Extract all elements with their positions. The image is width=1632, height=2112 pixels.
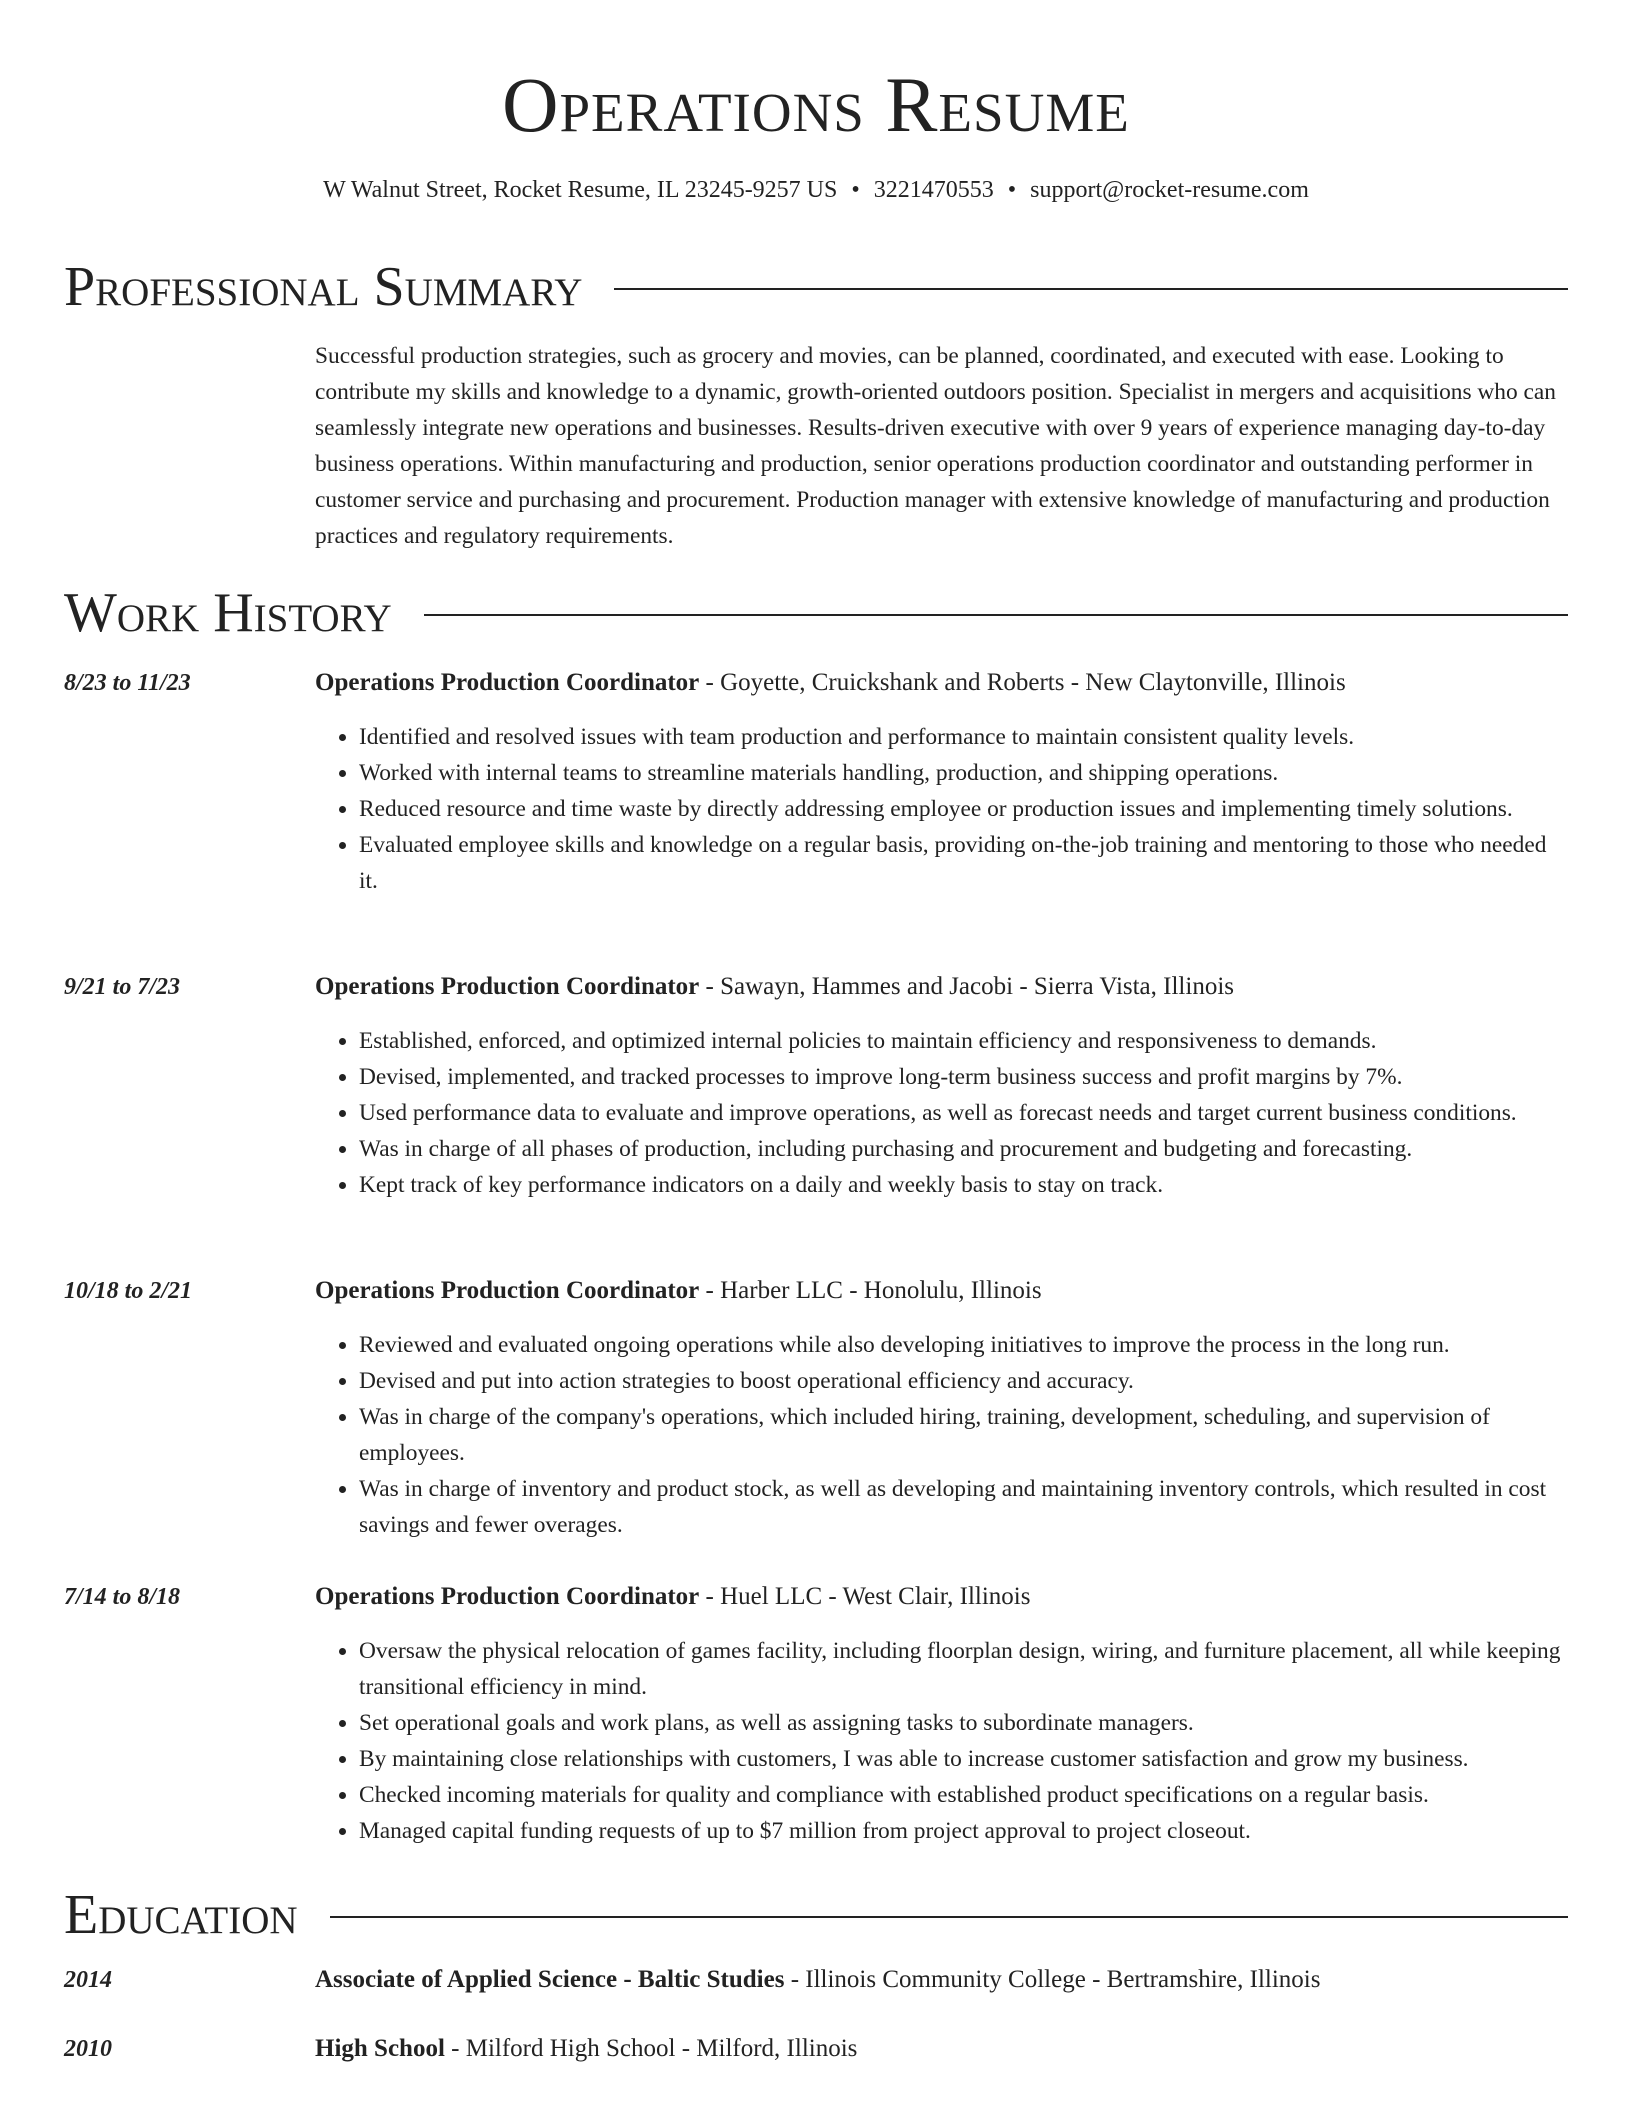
contact-email: support@rocket-resume.com [1030, 177, 1309, 203]
job-bullet: • Worked with internal teams to streamline materials handling, production, and shipping operations. [359, 755, 1568, 791]
job-dates: 7/14 to 8/18 [64, 1584, 181, 1610]
work-history-section-title: Work History [64, 582, 392, 644]
job-bullet-list [315, 719, 1568, 899]
education-degree: High School [315, 2035, 445, 2062]
section-divider [330, 1916, 1568, 1918]
contact-separator: • [851, 177, 860, 203]
job-title: Operations Production Coordinator [315, 1583, 700, 1610]
job-bullet-list [315, 1327, 1568, 1543]
job-heading [315, 665, 1568, 701]
job-bullet: • Was in charge of the company's operations, which included hiring, training, development, scheduling, and supervision of employees. [359, 1399, 1568, 1471]
job-bullet: • Managed capital funding requests of up to $7 million from project approval to project closeout. [359, 1813, 1568, 1849]
contact-address: W Walnut Street, Rocket Resume, IL 23245-9257 US [323, 177, 838, 203]
job-bullet: • Devised and put into action strategies to boost operational efficiency and accuracy. [359, 1363, 1568, 1399]
job-heading [315, 1579, 1568, 1615]
education-entry [64, 1962, 1568, 2002]
job-bullet: • Established, enforced, and optimized internal policies to maintain efficiency and responsiveness to demands. [359, 1023, 1568, 1059]
job-bullet: • Used performance data to evaluate and improve operations, as well as forecast needs and target current business conditions. [359, 1095, 1568, 1131]
job-employer: - Huel LLC - West Clair, Illinois [699, 1583, 1031, 1610]
job-bullet-list [315, 1633, 1568, 1849]
job-title: Operations Production Coordinator [315, 1277, 700, 1304]
job-dates: 9/21 to 7/23 [64, 974, 181, 1000]
education-heading [315, 1962, 1568, 1998]
resume-name: Operations Resume [502, 61, 1130, 148]
job-dates: 10/18 to 2/21 [64, 1278, 193, 1304]
job-bullet: • Identified and resolved issues with team production and performance to maintain consistent quality levels. [359, 719, 1568, 755]
contact-separator: • [1007, 177, 1017, 203]
job-bullet: • Kept track of key performance indicators on a daily and weekly basis to stay on track. [359, 1167, 1568, 1203]
job-bullet-list [315, 1023, 1568, 1203]
education-section-header [64, 1883, 1568, 1947]
job-employer: - Sawayn, Hammes and Jacobi - Sierra Vista, Illinois [699, 973, 1234, 1000]
contact-line [0, 174, 1632, 206]
job-bullet: • Was in charge of inventory and product stock, as well as developing and maintaining inventory controls, which resulted in cost savings and fewer overages. [359, 1471, 1568, 1543]
education-school: - Milford High School - Milford, Illinois [444, 2035, 858, 2062]
summary-section-title: Professional Summary [64, 256, 583, 318]
job-title: Operations Production Coordinator [315, 973, 700, 1000]
education-school: - Illinois Community College - Bertramshire, Illinois [784, 1966, 1321, 1993]
job-bullet: • By maintaining close relationships with customers, I was able to increase customer satisfaction and grow my business. [359, 1741, 1568, 1777]
summary-section-header [64, 255, 1568, 319]
job-bullet: • Evaluated employee skills and knowledge on a regular basis, providing on-the-job training and mentoring to those who needed it. [359, 827, 1568, 899]
education-entry [64, 2031, 1568, 2071]
education-section-title: Education [64, 1884, 298, 1946]
job-dates: 8/23 to 11/23 [64, 670, 191, 696]
job-heading [315, 969, 1568, 1005]
work-history-section-header [64, 581, 1568, 645]
job-bullet: • Devised, implemented, and tracked processes to improve long-term business success and profit margins by 7%. [359, 1059, 1568, 1095]
education-degree: Associate of Applied Science - Baltic Studies [315, 1966, 785, 1993]
education-heading [315, 2031, 1568, 2067]
job-bullet: • Checked incoming materials for quality and compliance with established product specifications on a regular basis. [359, 1777, 1568, 1813]
job-employer: - Goyette, Cruickshank and Roberts - New Claytonville, Illinois [699, 669, 1346, 696]
job-bullet: • Reduced resource and time waste by directly addressing employee or production issues and implementing timely solutions. [359, 791, 1568, 827]
job-bullet: • Reviewed and evaluated ongoing operations while also developing initiatives to improve the process in the long run. [359, 1327, 1568, 1363]
job-title: Operations Production Coordinator [315, 669, 700, 696]
section-divider [614, 288, 1568, 290]
section-divider [424, 614, 1568, 616]
job-employer: - Harber LLC - Honolulu, Illinois [699, 1277, 1042, 1304]
job-bullet: • Oversaw the physical relocation of games facility, including floorplan design, wiring, and furniture placement, all while keeping transitional efficiency in mind. [359, 1633, 1568, 1705]
job-bullet: • Set operational goals and work plans, as well as assigning tasks to subordinate managers. [359, 1705, 1568, 1741]
job-heading [315, 1273, 1568, 1309]
education-year: 2010 [64, 2036, 112, 2062]
contact-phone: 3221470553 [873, 177, 994, 203]
education-year: 2014 [64, 1967, 112, 1993]
summary-text: Successful production strategies, such as grocery and movies, can be planned, coordinated, and executed with ease. Looking to contribute my skills and knowledge to a dynamic, growth-oriented outdoors position. Specialist in mergers and acquisitions who can seamlessly integrate new operations and businesses. Results-driven executive with over 9 years of experience managing day-to-day business operations. Within manufacturing and production, senior operations production coordinator and outstanding performer in customer service and purchasing and procurement. Production manager with extensive knowledge of manufacturing and production practices and regulatory requirements. [315, 343, 1556, 549]
job-bullet: • Was in charge of all phases of production, including purchasing and procurement and budgeting and forecasting. [359, 1131, 1568, 1167]
